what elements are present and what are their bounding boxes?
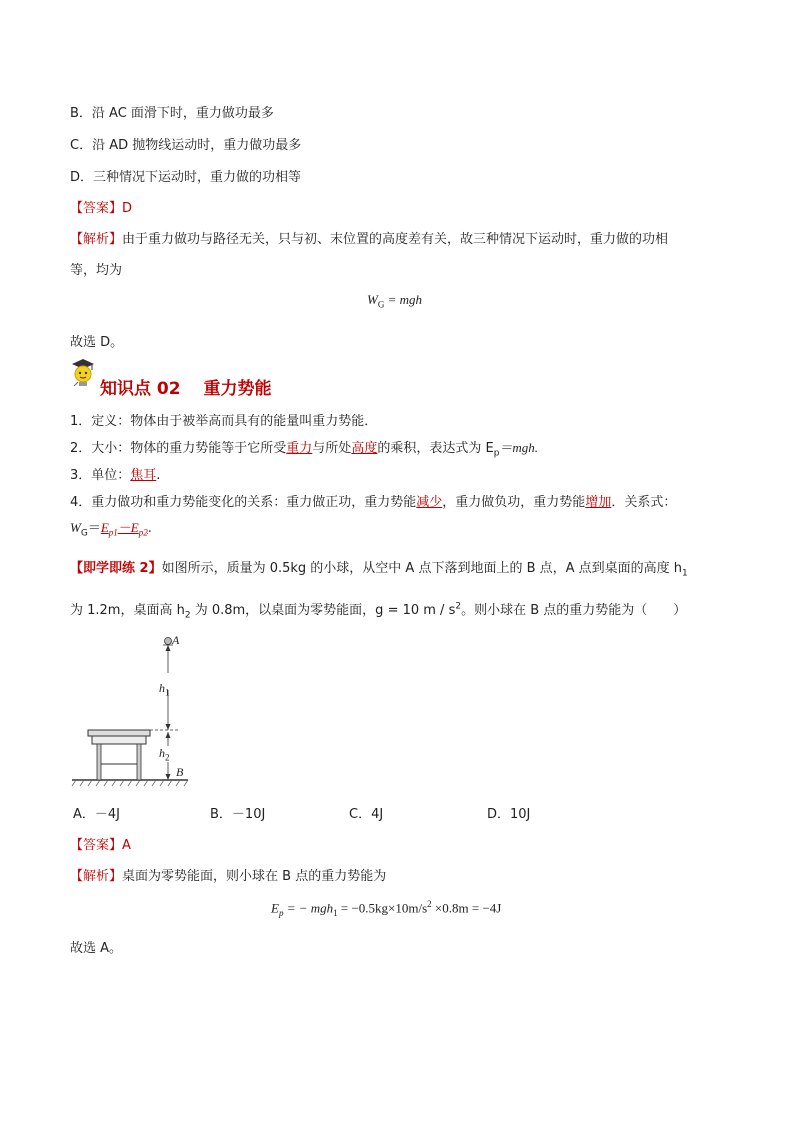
label-h2-sub: 2 bbox=[165, 752, 170, 763]
label-h2 bbox=[159, 746, 170, 762]
blank-increase: 增加 bbox=[585, 495, 612, 510]
q2-option-b: B．－10J bbox=[210, 807, 266, 822]
q2-line-2 bbox=[70, 599, 686, 621]
item4-lead: 4．重力做功和重力势能变化的关系：重力做正功，重力势能 bbox=[70, 495, 417, 510]
q2-text-2c: 。则小球在 B 点的重力势能为（ ） bbox=[461, 603, 687, 618]
answer-tag: 【答案】 bbox=[70, 201, 123, 216]
item-magnitude bbox=[70, 437, 538, 459]
item-relation-formula bbox=[70, 517, 152, 539]
relation-w: W bbox=[70, 520, 81, 535]
item2-tail: 的乘积，表达式为 E bbox=[377, 441, 494, 456]
analysis-tag: 【解析】 bbox=[70, 232, 123, 247]
relation-e2-sub: p2 bbox=[138, 527, 148, 538]
q2-formula-h-sub: 1 bbox=[333, 907, 338, 918]
relation-minus: －E bbox=[117, 520, 139, 535]
relation-e1: E bbox=[100, 520, 109, 535]
formula-mgh: = mgh bbox=[384, 292, 423, 307]
blank-gravity: 重力 bbox=[286, 441, 313, 456]
q2-h1-sub: 1 bbox=[682, 568, 688, 579]
item2-lead: 2．大小：物体的重力势能等于它所受 bbox=[70, 441, 287, 456]
q2-option-d: D．10J bbox=[487, 807, 531, 822]
item4-mid: ，重力做负功，重力势能 bbox=[442, 495, 586, 510]
answer-line bbox=[70, 197, 132, 216]
q2-line-1 bbox=[70, 557, 688, 579]
analysis-line-2: 等，均为 bbox=[70, 263, 123, 278]
label-h1-sub: 1 bbox=[165, 687, 170, 698]
formula-w: W bbox=[367, 292, 378, 307]
analysis-line-1 bbox=[70, 228, 668, 247]
analysis-text-1: 由于重力做功与路径无关，只与初、末位置的高度差有关，故三种情况下运动时，重力做的功相 bbox=[122, 232, 669, 247]
work-formula bbox=[367, 292, 422, 310]
formula-w-sub: G bbox=[377, 299, 385, 310]
q2-formula-mgh: = − mgh bbox=[283, 900, 334, 916]
item2-end: ＝mgh. bbox=[499, 440, 539, 455]
q2-analysis-text: 桌面为零势能面，则小球在 B 点的重力势能为 bbox=[122, 869, 387, 884]
option-b: B．沿 AC 面滑下时，重力做功最多 bbox=[70, 106, 274, 121]
q2-formula-end: ×0.8m = −4J bbox=[431, 900, 502, 916]
option-d: D．三种情况下运动时，重力做的功相等 bbox=[70, 170, 302, 185]
option-c: C．沿 AD 抛物线运动时，重力做功最多 bbox=[70, 138, 302, 153]
label-h2-text: h bbox=[159, 746, 165, 760]
q2-answer-line bbox=[70, 834, 131, 853]
q2-answer-value: A bbox=[122, 838, 131, 853]
blank-height: 高度 bbox=[351, 441, 378, 456]
q2-formula-sup: 2 bbox=[427, 899, 432, 909]
q2-option-a: A．－4J bbox=[73, 807, 120, 822]
q2-analysis-tag: 【解析】 bbox=[70, 869, 123, 884]
q2-answer-tag: 【答案】 bbox=[70, 838, 123, 853]
relation-eq: ＝ bbox=[87, 521, 101, 536]
q2-h2-sub: 2 bbox=[184, 610, 191, 621]
q2-analysis bbox=[70, 865, 386, 884]
q2-formula bbox=[271, 899, 501, 918]
q2-sup: 2 bbox=[455, 601, 462, 612]
item-definition: 1．定义：物体由于被举高而具有的能量叫重力势能． bbox=[70, 414, 378, 429]
blank-relation bbox=[100, 520, 148, 538]
conclusion-1: 故选 D。 bbox=[70, 335, 124, 350]
item3-lead: 3．单位： bbox=[70, 468, 131, 483]
item3-tail: . bbox=[156, 468, 161, 483]
answer-value: D bbox=[122, 201, 133, 216]
q2-text-1: 如图所示，质量为 0.5kg 的小球，从空中 A 点下落到地面上的 B 点，A 点到桌面的高度 h bbox=[161, 561, 683, 576]
blank-decrease: 减少 bbox=[416, 495, 443, 510]
q2-option-c: C．4J bbox=[349, 807, 384, 822]
relation-end: . bbox=[147, 521, 152, 536]
q2-formula-e-sub: p bbox=[278, 907, 284, 918]
relation-w-sub: G bbox=[80, 528, 88, 539]
q2-formula-tail: = −0.5kg×10m/s bbox=[337, 900, 428, 916]
q2-conclusion: 故选 A。 bbox=[70, 941, 123, 956]
item-relation bbox=[70, 491, 676, 510]
section-title: 知识点 02 重力势能 bbox=[100, 379, 272, 399]
item2-mid: 与所处 bbox=[312, 441, 352, 456]
q2-text-2b: 为 0.8m，以桌面为零势能面，g = 10 m / s bbox=[190, 603, 456, 618]
label-b: B bbox=[176, 765, 184, 779]
item2-sub: p bbox=[493, 448, 500, 459]
label-h1-text: h bbox=[159, 681, 165, 695]
label-a: A bbox=[172, 633, 180, 647]
blank-joule: 焦耳 bbox=[130, 468, 157, 483]
item4-tail: ．关系式： bbox=[611, 495, 677, 510]
q2-formula-e: E bbox=[271, 900, 279, 916]
scholar-bulb-icon bbox=[66, 355, 100, 389]
q2-text-2: 为 1.2m，桌面高 h bbox=[70, 603, 185, 618]
figure-table-ball bbox=[70, 628, 200, 788]
item-unit bbox=[70, 464, 160, 483]
label-h1 bbox=[159, 681, 170, 697]
relation-e1-sub: p1 bbox=[108, 527, 118, 538]
q2-tag: 【即学即练 2】 bbox=[70, 561, 162, 576]
